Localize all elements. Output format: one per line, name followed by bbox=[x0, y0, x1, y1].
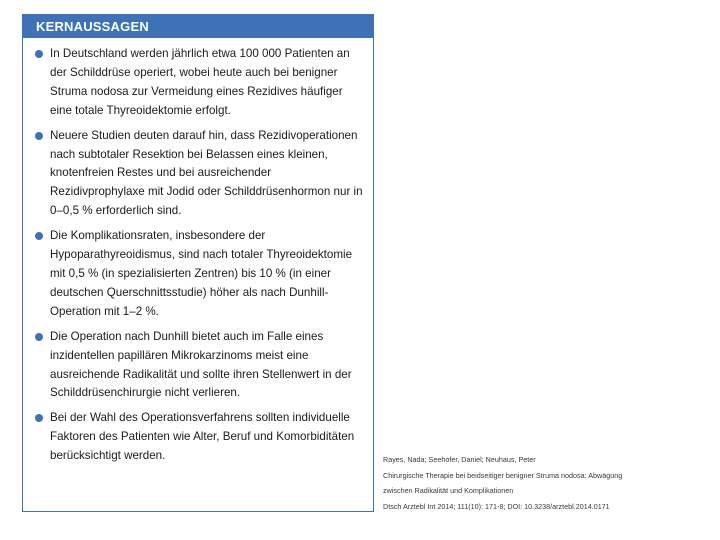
list-item bbox=[35, 409, 363, 466]
bullet-dot-icon bbox=[35, 50, 43, 58]
list-item bbox=[35, 45, 363, 121]
bullet-dot-icon bbox=[35, 132, 43, 140]
list-item-text: Die Komplikationsraten, insbesondere der Hypoparathyreoidismus, sind nach totaler Thyreoidektomie mit 0,5 % (in spezialisierten Zentren) bis 10 % (in einer deutschen Querschnittsstudie) höher als nach Dunhill-Operation mit 1–2 %. bbox=[50, 229, 353, 318]
kernaussagen-list bbox=[23, 38, 373, 466]
list-item-text: In Deutschland werden jährlich etwa 100 000 Patienten an der Schilddrüse operiert, wobei heute auch bei benigner Struma nodosa zur Vermeidung eines Rezidives häufiger eine totale Thyreoidektomie erfolgt. bbox=[50, 47, 350, 117]
citation-authors: Rayes, Nada; Seehofer, Daniel; Neuhaus, Peter bbox=[383, 455, 536, 464]
list-item bbox=[35, 127, 363, 222]
kernaussagen-box bbox=[22, 14, 374, 512]
citation-reference: Dtsch Arztebl Int 2014; 111(10): 171-8; DOI: 10.3238/arztebl.2014.0171 bbox=[383, 501, 610, 511]
list-item-text: Neuere Studien deuten darauf hin, dass Rezidivoperationen nach subtotaler Resektion bei Belassen eines kleinen, knotenfreien Restes und bei ausreichender Rezidivprophylaxe mit Jodid oder Schilddrüsenhormon nur in 0–0,5 % erforderlich sind. bbox=[50, 128, 363, 218]
bullet-dot-icon bbox=[35, 232, 43, 240]
list-item bbox=[35, 227, 363, 322]
list-item bbox=[35, 328, 363, 404]
citation-title-line-1: Chirurgische Therapie bei beidseitiger benigner Struma nodosa: Abwägung bbox=[383, 470, 623, 480]
citation-block bbox=[383, 452, 713, 514]
bullet-dot-icon bbox=[35, 333, 43, 341]
list-item-text: Bei der Wahl des Operationsverfahrens sollten individuelle Faktoren des Patienten wie Alter, Beruf und Komorbiditäten berücksichtigt werden. bbox=[50, 411, 355, 463]
list-item-text: Die Operation nach Dunhill bietet auch im Falle eines inzidentellen papillären Mikrokarzinoms meist eine ausreichende Radikalität und sollte ihren Stellenwert in der Schilddrüsenchirurgie nicht verlieren. bbox=[50, 329, 352, 400]
bullet-dot-icon bbox=[35, 414, 43, 422]
citation-title-line-2: zwischen Radikalität und Komplikationen bbox=[383, 486, 514, 495]
kernaussagen-title: KERNAUSSAGEN bbox=[23, 15, 373, 38]
